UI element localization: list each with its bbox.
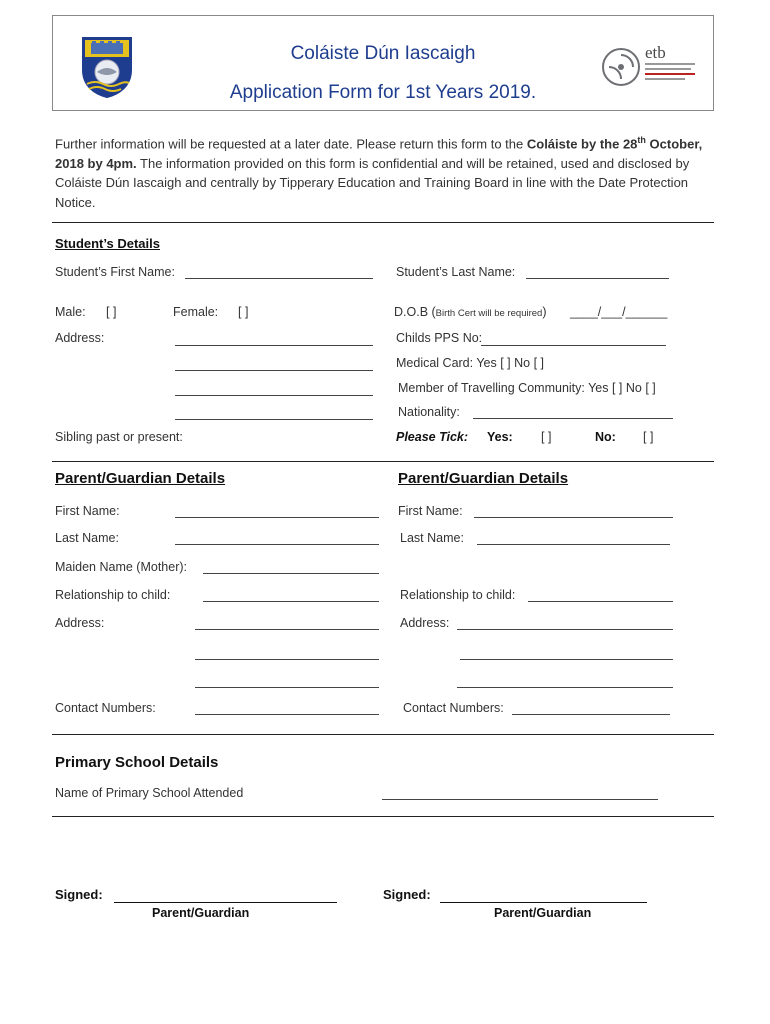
pps-field[interactable] <box>481 345 666 346</box>
etb-logo-text: etb <box>645 43 666 62</box>
parent-right-address-line-3[interactable] <box>457 687 673 688</box>
student-first-name-label: Student’s First Name: <box>55 265 175 279</box>
signed-left-label: Signed: <box>55 887 103 902</box>
divider <box>52 734 714 735</box>
parent-left-contact-field[interactable] <box>195 714 379 715</box>
intro-paragraph: Further information will be requested at a later date. Please return this form to the Coláiste by the 28th October, 2018 by 4pm. The information provided on this form is confidential and will be retained, used and disclosed by Coláiste Dún Iascaigh and centrally by Tipperary Education and Training Board in line with the Date Protection Notice. <box>55 135 703 210</box>
dob-field[interactable]: ____/___/______ <box>570 305 668 319</box>
student-last-name-label: Student’s Last Name: <box>396 265 516 279</box>
male-checkbox[interactable]: [ ] <box>106 305 117 319</box>
parent-right-first-name-label: First Name: <box>398 504 463 518</box>
parent-right-heading: Parent/Guardian Details <box>398 470 569 487</box>
parent-left-relationship-label: Relationship to child: <box>55 588 171 602</box>
student-address-line-1[interactable] <box>175 345 373 346</box>
header-box <box>52 15 714 111</box>
etb-logo-fine-text <box>645 78 685 80</box>
etb-swirl-icon <box>599 45 643 89</box>
parent-right-address-label: Address: <box>400 616 450 630</box>
sibling-no-checkbox[interactable]: [ ] <box>643 430 654 444</box>
parent-left-last-name-field[interactable] <box>175 544 379 545</box>
parent-right-contact-field[interactable] <box>512 714 670 715</box>
parent-left-last-name-label: Last Name: <box>55 531 119 545</box>
parent-right-contact-label: Contact Numbers: <box>403 701 504 715</box>
school-name: Coláiste Dún Iascaigh <box>290 43 476 64</box>
parent-left-relationship-field[interactable] <box>203 601 379 602</box>
form-title: Application Form for 1st Years 2019. <box>229 82 537 103</box>
student-first-name-field[interactable] <box>185 278 373 279</box>
etb-logo-fine-text <box>645 73 695 75</box>
parent-right-last-name-label: Last Name: <box>400 531 464 545</box>
parent-left-address-line-2[interactable] <box>195 659 379 660</box>
etb-logo <box>599 43 709 91</box>
parent-left-contact-label: Contact Numbers: <box>55 701 156 715</box>
parent-left-first-name-field[interactable] <box>175 517 379 518</box>
sibling-no-label: No: <box>595 430 616 444</box>
signature-left-caption: Parent/Guardian <box>152 906 250 920</box>
female-label: Female: <box>173 305 219 319</box>
parent-right-relationship-label: Relationship to child: <box>400 588 516 602</box>
nationality-field[interactable] <box>473 418 673 419</box>
student-last-name-field[interactable] <box>526 278 669 279</box>
parent-right-address-line-2[interactable] <box>460 659 673 660</box>
student-address-line-3[interactable] <box>175 395 373 396</box>
pps-label: Childs PPS No: <box>396 331 483 345</box>
primary-school-heading: Primary School Details <box>55 754 219 771</box>
signature-right-caption: Parent/Guardian <box>494 906 592 920</box>
divider <box>52 816 714 817</box>
parent-left-address-line-3[interactable] <box>195 687 379 688</box>
travelling-community-row[interactable]: Member of Travelling Community: Yes [ ] No [ ] <box>398 381 656 395</box>
please-tick-label: Please Tick: <box>396 430 469 444</box>
medical-card-row[interactable]: Medical Card: Yes [ ] No [ ] <box>396 356 544 370</box>
maiden-name-field[interactable] <box>203 573 379 574</box>
student-address-label: Address: <box>55 331 105 345</box>
divider <box>52 461 714 462</box>
dob-label: D.O.B (Birth Cert will be required) <box>394 305 547 319</box>
primary-school-field[interactable] <box>382 799 658 800</box>
signature-right-field[interactable] <box>440 902 647 903</box>
etb-logo-fine-text <box>645 63 695 65</box>
signed-right-label: Signed: <box>383 887 431 902</box>
parent-left-first-name-label: First Name: <box>55 504 120 518</box>
parent-left-address-line-1[interactable] <box>195 629 379 630</box>
parent-left-address-label: Address: <box>55 616 105 630</box>
male-label: Male: <box>55 305 86 319</box>
sibling-label: Sibling past or present: <box>55 430 183 444</box>
parent-right-last-name-field[interactable] <box>477 544 670 545</box>
parent-right-first-name-field[interactable] <box>474 517 673 518</box>
sibling-yes-label: Yes: <box>487 430 513 444</box>
parent-left-heading: Parent/Guardian Details <box>55 470 226 487</box>
student-address-line-2[interactable] <box>175 370 373 371</box>
parent-right-address-line-1[interactable] <box>457 629 673 630</box>
primary-school-label: Name of Primary School Attended <box>55 786 244 800</box>
student-address-line-4[interactable] <box>175 419 373 420</box>
etb-logo-fine-text <box>645 68 691 70</box>
divider <box>52 222 714 223</box>
parent-right-relationship-field[interactable] <box>528 601 673 602</box>
female-checkbox[interactable]: [ ] <box>238 305 249 319</box>
nationality-label: Nationality: <box>398 405 460 419</box>
maiden-name-label: Maiden Name (Mother): <box>55 560 187 574</box>
signature-left-field[interactable] <box>114 902 337 903</box>
sibling-yes-checkbox[interactable]: [ ] <box>541 430 552 444</box>
student-details-heading: Student’s Details <box>55 236 160 251</box>
